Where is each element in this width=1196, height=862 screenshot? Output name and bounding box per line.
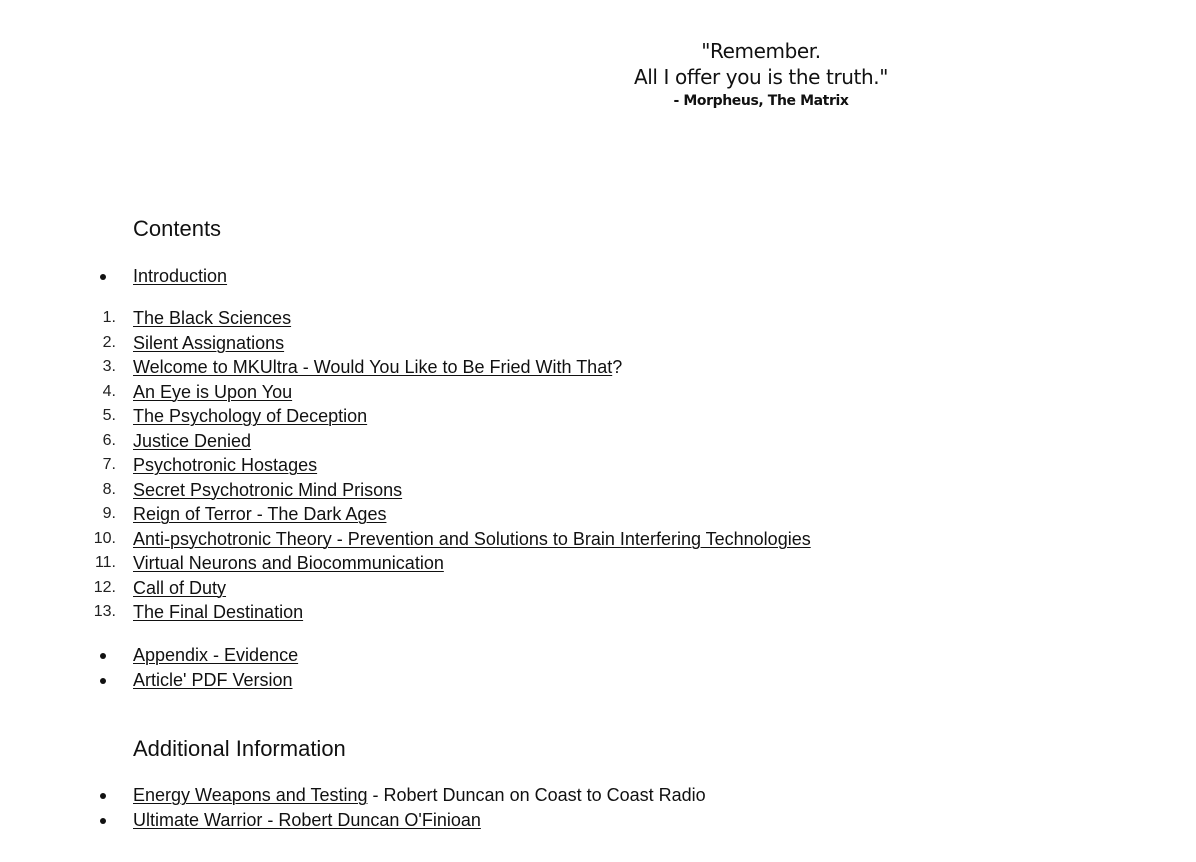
chapter-link[interactable]: The Psychology of Deception <box>133 406 368 426</box>
chapter-number: 9. <box>102 505 116 522</box>
chapter-item <box>0 306 811 331</box>
list-item <box>0 668 298 693</box>
chapter-list <box>0 306 811 625</box>
chapter-item <box>0 502 811 527</box>
chapter-number: 12. <box>93 578 116 596</box>
list-item <box>0 643 298 668</box>
chapter-link[interactable]: Silent Assignations <box>133 332 285 353</box>
chapter-link[interactable]: Call of Duty <box>133 577 227 598</box>
introduction-link[interactable]: Introduction <box>133 266 228 286</box>
chapter-item <box>0 453 811 478</box>
bullet-icon <box>100 678 106 684</box>
bullet-icon <box>100 653 106 659</box>
chapter-suffix: ? <box>612 357 623 377</box>
chapter-number: 11. <box>94 554 116 571</box>
chapter-item <box>0 404 811 429</box>
list-item <box>0 783 706 808</box>
chapter-link[interactable]: The Final Destination <box>133 602 304 622</box>
chapter-link[interactable]: Welcome to MKUltra - Would You Like to Be Fried With That <box>133 357 613 377</box>
item-suffix: - Robert Duncan on Coast to Coast Radio <box>367 785 706 805</box>
chapter-link[interactable]: Reign of Terror - The Dark Ages <box>133 504 387 524</box>
appendix-evidence-link[interactable]: Appendix - Evidence <box>133 645 299 665</box>
ultimate-warrior-link[interactable]: Ultimate Warrior - Robert Duncan O'Finioan <box>133 809 481 830</box>
bullet-icon <box>100 793 106 799</box>
chapter-number: 8. <box>102 480 116 498</box>
chapter-number: 6. <box>102 431 116 449</box>
chapter-number: 7. <box>102 456 116 473</box>
contents-heading: Contents <box>133 216 222 241</box>
intro-list <box>0 264 227 289</box>
chapter-item <box>0 551 811 576</box>
chapter-number: 1. <box>102 309 116 326</box>
chapter-item <box>0 380 811 405</box>
chapter-item <box>0 478 811 503</box>
chapter-link[interactable]: Justice Denied <box>133 430 252 451</box>
chapter-link[interactable]: The Black Sciences <box>133 308 292 328</box>
chapter-item <box>0 355 811 380</box>
chapter-item <box>0 429 811 454</box>
chapter-number: 2. <box>102 333 116 351</box>
chapter-item <box>0 576 811 601</box>
appendix-list <box>0 643 298 692</box>
list-item <box>0 808 706 833</box>
chapter-link[interactable]: Virtual Neurons and Biocommunication <box>133 553 444 573</box>
chapter-link[interactable]: Secret Psychotronic Mind Prisons <box>133 479 403 500</box>
chapter-number: 13. <box>93 603 116 620</box>
chapter-item <box>0 600 811 625</box>
chapter-number: 4. <box>102 382 116 400</box>
quote-line-1: "Remember. <box>701 39 821 63</box>
list-item <box>0 264 227 289</box>
chapter-number: 5. <box>102 407 116 424</box>
quote-attribution: - Morpheus, The Matrix <box>673 93 849 109</box>
chapter-link[interactable]: Anti-psychotronic Theory - Prevention and Solutions to Brain Interfering Technologies <box>133 528 811 549</box>
bullet-icon <box>100 818 106 824</box>
quote-line-2: All I offer you is the truth." <box>633 65 889 89</box>
chapter-item <box>0 527 811 552</box>
chapter-number: 3. <box>102 358 116 375</box>
bullet-icon <box>100 274 106 280</box>
chapter-number: 10. <box>93 529 116 547</box>
additional-info-list <box>0 783 706 832</box>
additional-info-heading: Additional Information <box>133 736 346 761</box>
epigraph-quote <box>561 38 961 111</box>
energy-weapons-link[interactable]: Energy Weapons and Testing <box>133 785 368 805</box>
pdf-version-link[interactable]: Article' PDF Version <box>133 669 293 690</box>
chapter-link[interactable]: Psychotronic Hostages <box>133 455 318 475</box>
chapter-link[interactable]: An Eye is Upon You <box>133 381 293 402</box>
chapter-item <box>0 331 811 356</box>
